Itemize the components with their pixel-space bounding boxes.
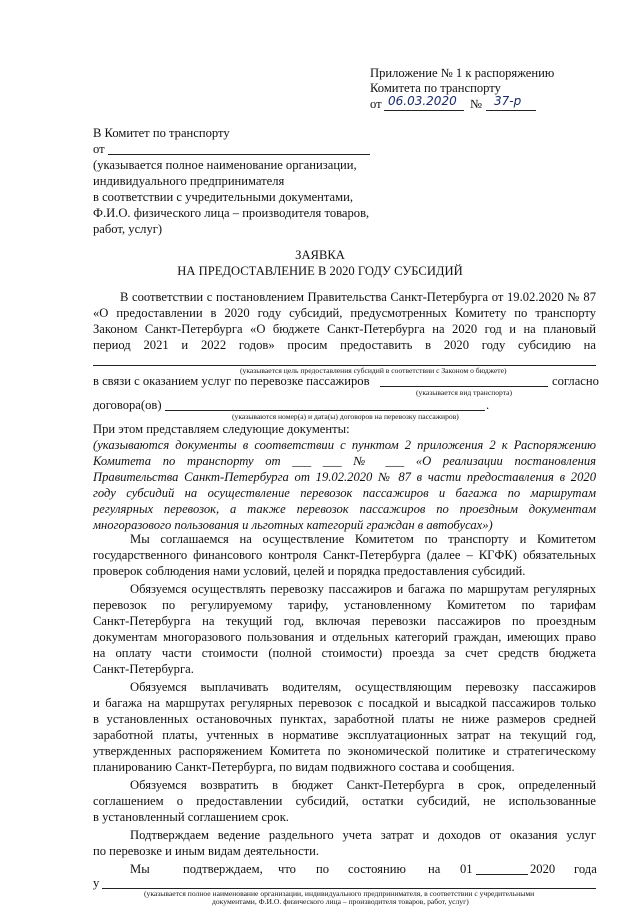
wage-line-1: Обязуемся выплачивать водителям, осуществляющим перевозку пассажиров xyxy=(130,680,596,694)
appendix-number-handwritten: 37-р xyxy=(494,94,522,108)
wage-line-6: планированию Санкт-Петербурга, по видам подвижного состава и сообщения. xyxy=(93,760,515,774)
confirm-year: 2020 xyxy=(530,862,556,876)
addressee-from-field[interactable] xyxy=(108,154,370,155)
contract-label: договора(ов) xyxy=(93,398,162,412)
transport-according: согласно xyxy=(552,374,599,388)
obligation-line-4: документам многоразового пользования и отдельных категорий граждан, имеющих право xyxy=(93,630,596,644)
consent-line-1: Мы соглашаемся на осуществление Комитетом по транспорту и Комитетом xyxy=(130,532,596,546)
intro-line-4: период 2021 и 2022 годов» просим предоставить в 2020 году субсидию на xyxy=(93,338,596,352)
addressee-from-label: от xyxy=(93,142,105,156)
wage-line-5: утвержденных распоряжением Комитета по экономической политике и стратегическому xyxy=(93,744,596,758)
obligation-line-6: Санкт-Петербурга. xyxy=(93,662,194,676)
addressee-note-4: Ф.И.О. физического лица – производителя товаров, xyxy=(93,206,370,220)
appendix-line-2: Комитета по транспорту xyxy=(370,81,501,95)
confirm-word-year: года xyxy=(574,862,597,876)
transport-label: в связи с оказанием услуг по перевозке пассажиров xyxy=(93,374,370,388)
addressee-to: В Комитет по транспорту xyxy=(93,126,230,140)
appendix-date-handwritten: 06.03.2020 xyxy=(388,94,457,108)
documents-line-5: регулярных перевозок, а также перевозок пассажиров по проездным документам xyxy=(93,502,596,516)
documents-line-3: Правительства Санкт-Петербурга от 19.02.2020 № 87 в части предоставления в 2020 xyxy=(93,470,596,484)
confirm-month-field[interactable] xyxy=(476,874,528,875)
refund-line-1: Обязуемся возвратить в бюджет Санкт-Петербурга в срок, определенный xyxy=(130,778,596,792)
intro-line-2: «О предоставлении в 2020 году субсидий, предусмотренных Комитету по транспорту xyxy=(93,306,596,320)
documents-label: При этом представляем следующие документы: xyxy=(93,422,350,436)
documents-line-4: году субсидий на осуществление перевозок пассажиров и багажа по маршрутам xyxy=(93,486,596,500)
accounting-line-2: по перевозке и иным видам деятельности. xyxy=(93,844,320,858)
consent-line-3: проверок соблюдения нами условий, целей и порядка предоставления субсидий. xyxy=(93,564,526,578)
appendix-ot-label: от xyxy=(370,97,382,111)
wage-line-3: в установленных остановочных пунктах, заработной платы не ниже размеров средней xyxy=(93,712,596,726)
addressee-note-5: работ, услуг) xyxy=(93,222,163,236)
refund-line-3: в установленный соглашением срок. xyxy=(93,810,289,824)
confirm-hint-2: документами, Ф.И.О. физического лица – производителя товаров, работ, услуг) xyxy=(212,897,469,906)
addressee-note-2: индивидуального предпринимателя xyxy=(93,174,285,188)
addressee-note-3: в соответствии с учредительными документами, xyxy=(93,190,353,204)
confirm-word-4: по xyxy=(316,862,330,876)
confirm-u-label: у xyxy=(93,876,100,890)
obligation-line-1: Обязуемся осуществлять перевозку пассажиров и багажа по маршрутам регулярных xyxy=(130,582,596,596)
confirm-word-3: что xyxy=(278,862,296,876)
addressee-note-1: (указывается полное наименование организации, xyxy=(93,158,357,172)
obligation-line-2: перевозок по регулируемому тарифу, установленному Комитетом по тарифам xyxy=(93,598,596,612)
wage-line-2: и багажа на маршрутах регулярных перевозок с посадкой и высадкой пассажиров только xyxy=(93,696,596,710)
contract-field[interactable] xyxy=(165,410,485,411)
confirm-word-6: на xyxy=(428,862,441,876)
obligation-line-5: на оплату части стоимости (полной стоимости) проезда за счет средств бюджета xyxy=(93,646,596,660)
refund-line-2: соглашением о предоставлении субсидий, остатки субсидий, не использованные xyxy=(93,794,596,808)
accounting-line-1: Подтверждаем ведение раздельного учета затрат и доходов от оказания услуг xyxy=(130,828,596,842)
transport-hint: (указывается вид транспорта) xyxy=(416,388,513,397)
documents-line-6: многоразового пользования и льготных категорий граждан в автобусах») xyxy=(93,518,493,532)
consent-line-2: государственного финансового контроля Санкт-Петербурга (далее – КГФК) обязательных xyxy=(93,548,596,562)
transport-field[interactable] xyxy=(380,386,548,387)
document-title: ЗАЯВКА xyxy=(295,248,345,262)
confirm-day: 01 xyxy=(460,862,473,876)
obligation-line-3: Санкт-Петербурга на текущий год, включая перевозки пассажиров по проездным xyxy=(93,614,596,628)
appendix-number-line xyxy=(486,110,536,111)
confirm-hint-1: (указывается полное наименование организации, индивидуального предпринимателя, в соответствии с учредительными xyxy=(144,889,535,898)
documents-line-1: (указываются документы в соответствии с пунктом 2 приложения 2 к Распоряжению xyxy=(93,438,596,452)
appendix-num-label: № xyxy=(470,97,483,111)
wage-line-4: заработной платы, учтенных в нормативе эксплуатационных затрат на текущий год, xyxy=(93,728,596,742)
contract-hint: (указываются номер(а) и дата(ы) договоров на перевозку пассажиров) xyxy=(232,412,459,421)
purpose-hint: (указывается цель предоставления субсидий в соответствии с Законом о бюджете) xyxy=(240,366,507,375)
appendix-line-1: Приложение № 1 к распоряжению xyxy=(370,66,555,80)
appendix-date-line xyxy=(384,110,464,111)
confirm-word-5: состоянию xyxy=(348,862,406,876)
confirm-word-1: Мы xyxy=(130,862,150,876)
documents-line-2: Комитета по транспорту от ___ ___ № ___ «О реализации постановления xyxy=(93,454,596,468)
intro-line-1: В соответствии с постановлением Правительства Санкт-Петербурга от 19.02.2020 № 87 xyxy=(120,290,596,304)
contract-end-dot: . xyxy=(486,398,490,412)
intro-line-3: Законом Санкт-Петербурга «О бюджете Санкт-Петербурга на 2020 год и на плановый xyxy=(93,322,596,336)
document-subtitle: НА ПРЕДОСТАВЛЕНИЕ В 2020 ГОДУ СУБСИДИЙ xyxy=(177,264,463,278)
confirm-word-2: подтверждаем, xyxy=(183,862,263,876)
